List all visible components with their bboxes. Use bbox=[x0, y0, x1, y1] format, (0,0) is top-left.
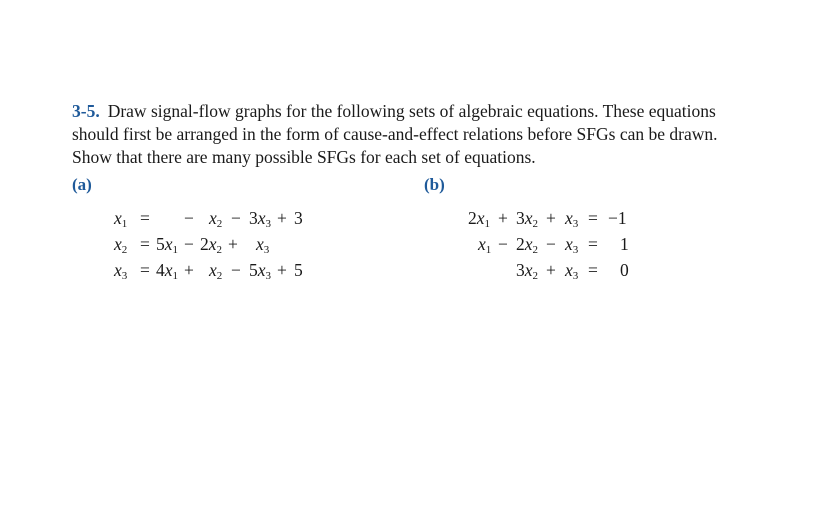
problem-text: Draw signal-flow graphs for the following sets of algebraic equations. These equations should first be arranged in the form of cause-and-effect relations before SFGs can be drawn. Show that there are many possible SFGs for each set of equations. bbox=[72, 101, 718, 167]
part-a-label: (a) bbox=[72, 175, 92, 194]
problem-number: 3-5. bbox=[72, 101, 100, 121]
problem-statement bbox=[72, 100, 752, 169]
part-b-label: (b) bbox=[424, 175, 445, 194]
